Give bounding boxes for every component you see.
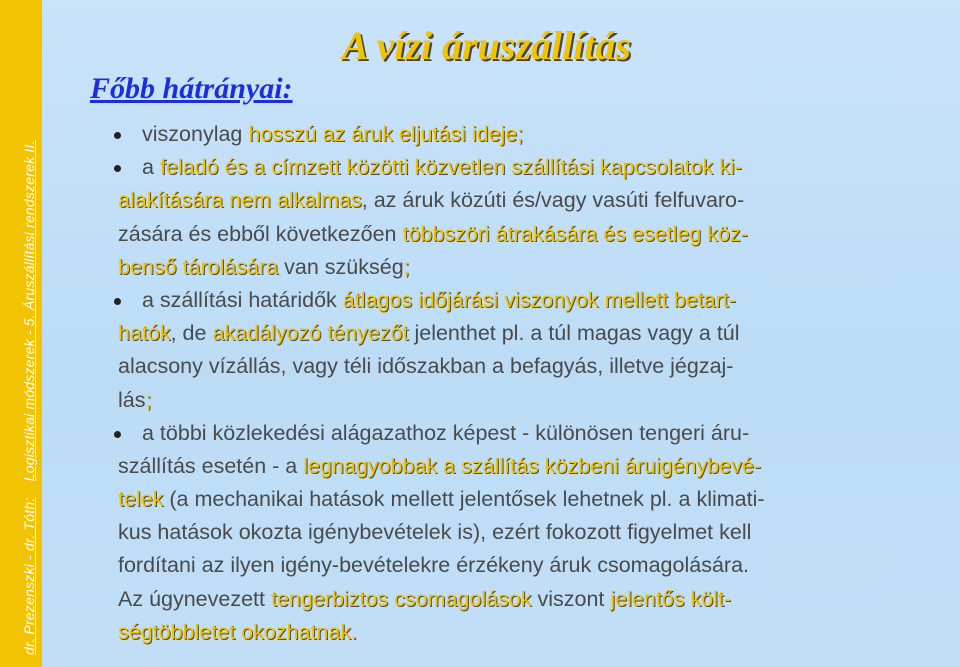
text-line bbox=[118, 118, 908, 151]
highlighted-text: ; bbox=[517, 122, 524, 146]
bullet-dot-icon bbox=[114, 165, 121, 172]
plain-text: , az áruk közúti és/vagy vasúti felfuvaro- bbox=[361, 188, 745, 213]
text-line bbox=[118, 516, 908, 549]
highlighted-text: telek bbox=[118, 487, 164, 512]
plain-text: viszonylag bbox=[142, 122, 249, 146]
text-line bbox=[118, 350, 908, 383]
plain-text: zására és ebből következően bbox=[118, 221, 403, 246]
highlighted-text: átlagos időjárási viszonyok mellett betart- bbox=[342, 287, 736, 312]
text-line bbox=[118, 450, 908, 483]
text-line bbox=[118, 583, 908, 616]
highlighted-text: feladó és a címzett közötti közvetlen szállítási kapcsolatok ki- bbox=[159, 155, 742, 180]
text-line bbox=[118, 384, 908, 417]
plain-text: a többi közlekedési alágazathoz képest - különösen tengeri áru- bbox=[142, 420, 750, 445]
plain-text: a szállítási határidők bbox=[142, 287, 343, 312]
plain-text: lás bbox=[118, 387, 146, 412]
plain-text: (a mechanikai hatások mellett jelentősek lehetnek pl. a klimati- bbox=[163, 487, 765, 512]
plain-text: szállítás esetén - a bbox=[118, 453, 304, 478]
plain-text: van szükség bbox=[278, 254, 404, 279]
text-line bbox=[118, 417, 908, 450]
bullet-dot-icon bbox=[114, 298, 121, 305]
text-line bbox=[118, 284, 908, 317]
highlighted-text: többszöri átrakására és esetleg köz- bbox=[402, 221, 748, 246]
slide-title: A vízi áruszállítás bbox=[342, 23, 631, 68]
sidebar-band bbox=[0, 0, 42, 667]
text-line bbox=[118, 483, 908, 516]
text-line bbox=[118, 549, 908, 582]
plain-text: , de bbox=[170, 321, 213, 346]
text-line bbox=[118, 317, 908, 350]
plain-text: jelenthet pl. a túl magas vagy a túl bbox=[408, 321, 740, 346]
highlighted-text: ; bbox=[403, 254, 410, 279]
plain-text: alacsony vízállás, vagy téli időszakban a befagyás, illetve jégzaj- bbox=[118, 354, 734, 379]
plain-text: kus hatások okozta igénybevételek is), ezért fokozott figyelmet kell bbox=[118, 520, 752, 545]
highlighted-text: hatók bbox=[118, 321, 171, 346]
bullet-dot-icon bbox=[114, 431, 121, 438]
plain-text: viszont bbox=[531, 586, 611, 611]
plain-text: a bbox=[142, 155, 160, 180]
sidebar-caption bbox=[21, 140, 37, 655]
bullet-list bbox=[118, 118, 908, 649]
highlighted-text: jelentős költ- bbox=[610, 586, 732, 611]
highlighted-text: akadályozó tényezőt bbox=[212, 321, 409, 346]
highlighted-text: ségtöbbletet okozhatnak. bbox=[118, 619, 358, 644]
highlighted-text: legnagyobbak a szállítás közbeni áruigénybevé- bbox=[303, 453, 762, 478]
highlighted-text: benső tárolására bbox=[118, 254, 279, 279]
highlighted-text: ; bbox=[145, 387, 152, 412]
plain-text: fordítani az ilyen igény-bevételekre érzékeny áruk csomagolására. bbox=[118, 553, 749, 578]
sidebar-course: Logisztikai módszerek - 5. Áruszállítási rendszerek II. bbox=[21, 140, 37, 482]
plain-text: Az úgynevezett bbox=[118, 586, 271, 611]
text-line bbox=[118, 616, 908, 649]
highlighted-text: alakítására nem alkalmas bbox=[118, 188, 362, 213]
slide-subtitle: Főbb hátrányai: bbox=[90, 72, 293, 105]
text-line bbox=[118, 218, 908, 251]
text-line bbox=[118, 151, 908, 184]
highlighted-text: tengerbiztos csomagolások bbox=[270, 586, 532, 611]
text-line bbox=[118, 251, 908, 284]
text-line bbox=[118, 184, 908, 217]
highlighted-text: hosszú az áruk eljutási ideje bbox=[248, 122, 518, 146]
bullet-dot-icon bbox=[114, 132, 121, 139]
sidebar-author: dr. Prezenszki - dr. Tóth: bbox=[21, 497, 37, 655]
